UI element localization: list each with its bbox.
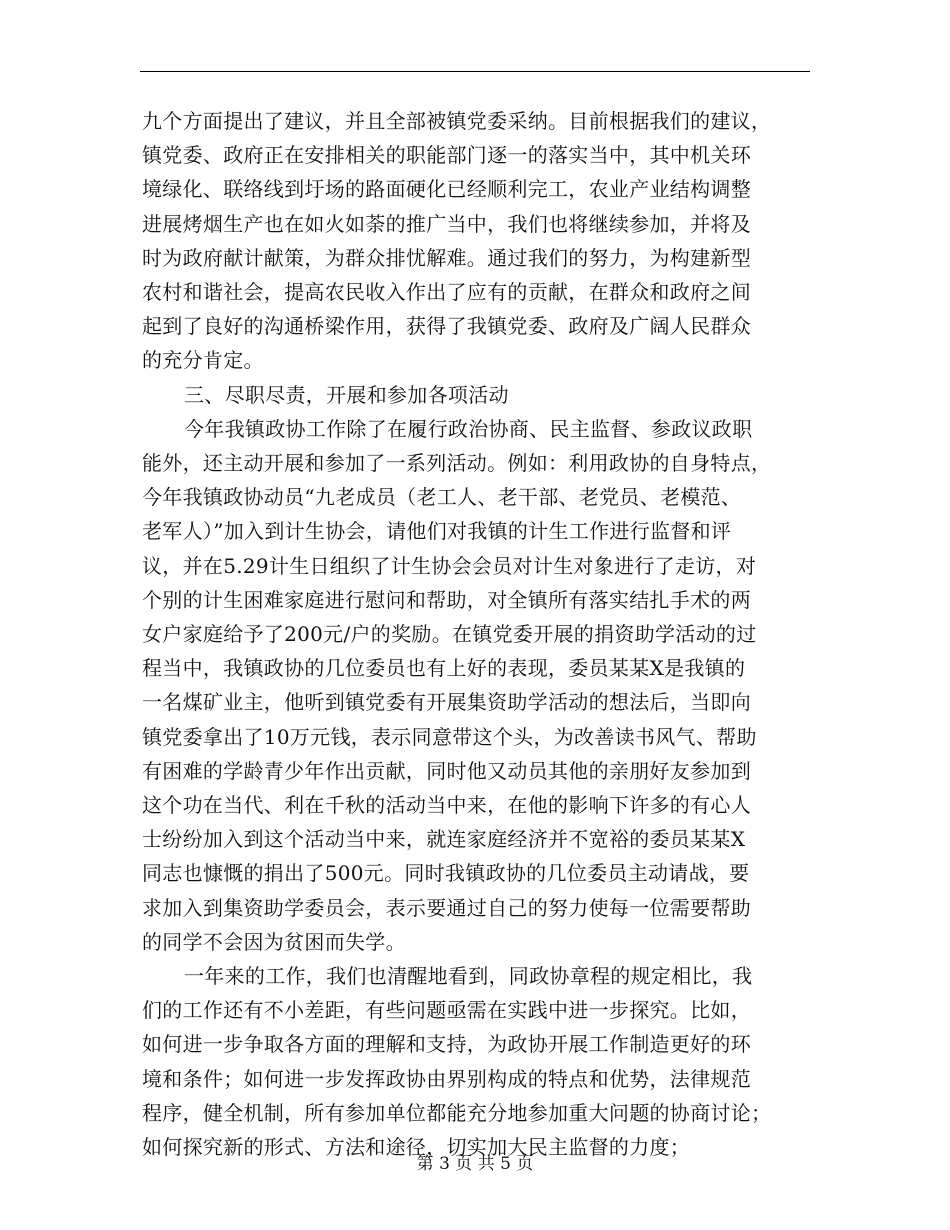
text-line: 镇党委、政府正在安排相关的职能部门逐一的落实当中，其中机关环 [142,143,751,168]
text-line: 起到了良好的沟通桥梁作用，获得了我镇党委、政府及广阔人民群众 [142,314,751,339]
text-line: 今年我镇政协工作除了在履行政治协商、民主监督、参政议政职 [184,416,753,441]
text-line: 如何探究新的形式、方法和途径，切实加大民主监督的力度； [142,1135,691,1159]
text-line: 今年我镇政协动员“九老成员（老工人、老干部、老党员、老模范、 [142,485,742,510]
text-line: 农村和谐社会，提高农民收入作出了应有的贡献，在群众和政府之间 [142,280,751,304]
text-line: 一名煤矿业主，他听到镇党委有开展集资助学活动的想法后，当即向 [142,690,751,715]
text-line: 女户家庭给予了200元/户的奖励。在镇党委开展的捐资助学活动的过 [142,622,757,646]
text-line: 有困难的学龄青少年作出贡献，同时他又动员其他的亲朋好友参加到 [142,758,751,783]
text-line: 的同学不会因为贫困而失学。 [142,929,406,954]
text-line: 九个方面提出了建议，并且全部被镇党委采纳。目前根据我们的建议， [142,109,772,133]
text-line: 能外，还主动开展和参加了一系列活动。例如：利用政协的自身特点， [142,451,772,475]
text-line: 这个功在当代、利在千秋的活动当中来，在他的影响下许多的有心人 [142,793,751,817]
text-line: 程当中，我镇政协的几位委员也有上好的表现，委员某某X是我镇的 [142,656,746,681]
text-line: 程序，健全机制，所有参加单位都能充分地参加重大问题的协商讨论； [142,1100,772,1125]
text-line: 进展烤烟生产也在如火如荼的推广当中，我们也将继续参加，并将及 [142,211,751,236]
text-line: 境绿化、联络线到圩场的路面硬化已经顺利完工，农业产业结构调整 [142,177,751,202]
text-line: 求加入到集资助学委员会，表示要通过自己的努力使每一位需要帮助 [142,895,751,920]
text-line: 议，并在5.29计生日组织了计生协会会员对计生对象进行了走访，对 [142,553,757,578]
text-line: 同志也慷慨的捐出了500元。同时我镇政协的几位委员主动请战，要 [142,861,750,886]
text-line: 士纷纷加入到这个活动当中来，就连家庭经济并不宽裕的委员某某X [142,827,746,852]
text-line: 一年来的工作，我们也清醒地看到，同政协章程的规定相比，我 [184,964,753,988]
page-footer: 第 3 页 共 5 页 [416,1154,534,1174]
text-line: 三、尽职尽责，开展和参加各项活动 [184,382,509,407]
text-line: 镇党委拿出了10万元钱，表示同意带这个头，为改善读书风气、帮助 [142,724,757,749]
text-line: 时为政府献计献策，为群众排忧解难。通过我们的努力，为构建新型 [142,245,751,270]
text-line: 老军人）”加入到计生协会，请他们对我镇的计生工作进行监督和评 [142,519,732,544]
text-line: 们的工作还有不小差距，有些问题亟需在实践中进一步探究。比如， [142,998,751,1023]
text-line: 如何进一步争取各方面的理解和支持，为政协开展工作制造更好的环 [142,1032,751,1057]
header-rule [140,71,810,72]
text-line: 个别的计生困难家庭进行慰问和帮助，对全镇所有落实结扎手术的两 [142,587,751,612]
text-line: 的充分肯定。 [142,348,264,373]
text-line: 境和条件；如何进一步发挥政协由界别构成的特点和优势，法律规范 [142,1066,751,1091]
